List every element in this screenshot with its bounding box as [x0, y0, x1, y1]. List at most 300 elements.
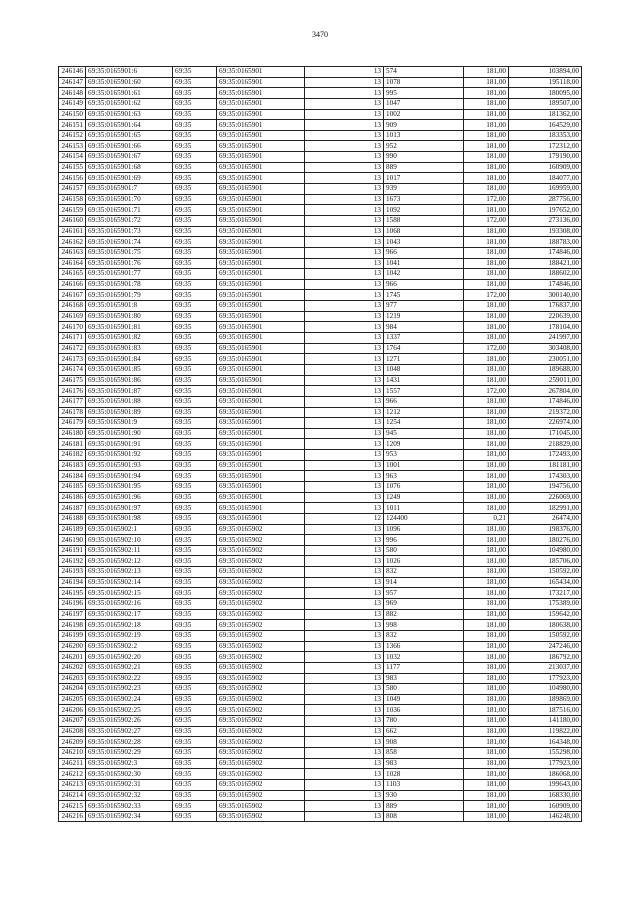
row-number-cell: 246163	[59, 247, 86, 258]
row-number-cell: 246200	[59, 641, 86, 652]
cadastral-number-cell: 69:35:0165902:30	[86, 769, 173, 780]
area-cell: 124400	[384, 513, 464, 524]
cadastral-number-cell: 69:35:0165901:74	[86, 237, 173, 248]
cadastral-number-cell: 69:35:0165901:91	[86, 439, 173, 450]
cadastral-value-cell: 146248,00	[509, 811, 582, 822]
unit-price-cell: 181,00	[464, 503, 509, 514]
cadastral-number-cell: 69:35:0165902:18	[86, 620, 173, 631]
cadastral-number-cell: 69:35:0165902:20	[86, 652, 173, 663]
quarter-cell: 69:35:0165901	[217, 301, 305, 312]
unit-price-cell: 181,00	[464, 641, 509, 652]
area-cell: 882	[384, 609, 464, 620]
area-cell: 580	[384, 545, 464, 556]
region-code-cell: 69:35	[173, 716, 217, 727]
category-cell: 13	[305, 779, 384, 790]
cadastral-number-cell: 69:35:0165902:3	[86, 758, 173, 769]
category-cell: 13	[305, 450, 384, 461]
quarter-cell: 69:35:0165901	[217, 311, 305, 322]
unit-price-cell: 181,00	[464, 726, 509, 737]
row-number-cell: 246158	[59, 194, 86, 205]
unit-price-cell: 181,00	[464, 109, 509, 120]
unit-price-cell: 172,00	[464, 215, 509, 226]
area-cell: 1219	[384, 311, 464, 322]
cadastral-number-cell: 69:35:0165901:82	[86, 333, 173, 344]
cadastral-value-cell: 188783,00	[509, 237, 582, 248]
area-cell: 1103	[384, 779, 464, 790]
category-cell: 13	[305, 184, 384, 195]
cadastral-value-cell: 194756,00	[509, 481, 582, 492]
category-cell: 13	[305, 471, 384, 482]
category-cell: 13	[305, 481, 384, 492]
area-cell: 580	[384, 684, 464, 695]
quarter-cell: 69:35:0165902	[217, 748, 305, 759]
category-cell: 13	[305, 620, 384, 631]
category-cell: 13	[305, 386, 384, 397]
table-row	[59, 109, 582, 120]
unit-price-cell: 181,00	[464, 269, 509, 280]
table-body	[59, 67, 582, 822]
cadastral-number-cell: 69:35:0165901:9	[86, 418, 173, 429]
region-code-cell: 69:35	[173, 162, 217, 173]
quarter-cell: 69:35:0165901	[217, 109, 305, 120]
category-cell: 13	[305, 524, 384, 535]
region-code-cell: 69:35	[173, 301, 217, 312]
quarter-cell: 69:35:0165901	[217, 279, 305, 290]
table-row	[59, 779, 582, 790]
row-number-cell: 246213	[59, 779, 86, 790]
row-number-cell: 246187	[59, 503, 86, 514]
unit-price-cell: 181,00	[464, 258, 509, 269]
category-cell: 13	[305, 418, 384, 429]
region-code-cell: 69:35	[173, 535, 217, 546]
cadastral-number-cell: 69:35:0165901:95	[86, 481, 173, 492]
row-number-cell: 246212	[59, 769, 86, 780]
row-number-cell: 246175	[59, 375, 86, 386]
cadastral-number-cell: 69:35:0165901:61	[86, 88, 173, 99]
unit-price-cell: 181,00	[464, 737, 509, 748]
area-cell: 1068	[384, 226, 464, 237]
row-number-cell: 246172	[59, 343, 86, 354]
row-number-cell: 246159	[59, 205, 86, 216]
row-number-cell: 246151	[59, 120, 86, 131]
area-cell: 914	[384, 577, 464, 588]
region-code-cell: 69:35	[173, 630, 217, 641]
cadastral-number-cell: 69:35:0165901:81	[86, 322, 173, 333]
cadastral-value-cell: 179190,00	[509, 152, 582, 163]
table-row	[59, 492, 582, 503]
cadastral-number-cell: 69:35:0165901:79	[86, 290, 173, 301]
quarter-cell: 69:35:0165901	[217, 428, 305, 439]
unit-price-cell: 181,00	[464, 577, 509, 588]
quarter-cell: 69:35:0165901	[217, 88, 305, 99]
row-number-cell: 246181	[59, 439, 86, 450]
quarter-cell: 69:35:0165902	[217, 545, 305, 556]
row-number-cell: 246196	[59, 599, 86, 610]
area-cell: 909	[384, 120, 464, 131]
row-number-cell: 246166	[59, 279, 86, 290]
cadastral-value-cell: 185706,00	[509, 556, 582, 567]
unit-price-cell: 181,00	[464, 662, 509, 673]
cadastral-number-cell: 69:35:0165901:98	[86, 513, 173, 524]
cadastral-number-cell: 69:35:0165902:2	[86, 641, 173, 652]
region-code-cell: 69:35	[173, 450, 217, 461]
category-cell: 13	[305, 301, 384, 312]
row-number-cell: 246155	[59, 162, 86, 173]
area-cell: 1092	[384, 205, 464, 216]
table-row	[59, 343, 582, 354]
unit-price-cell: 181,00	[464, 354, 509, 365]
cadastral-number-cell: 69:35:0165901:89	[86, 407, 173, 418]
category-cell: 13	[305, 758, 384, 769]
cadastral-value-cell: 141180,00	[509, 716, 582, 727]
row-number-cell: 246208	[59, 726, 86, 737]
cadastral-number-cell: 69:35:0165901:93	[86, 460, 173, 471]
region-code-cell: 69:35	[173, 769, 217, 780]
category-cell: 13	[305, 748, 384, 759]
unit-price-cell: 181,00	[464, 758, 509, 769]
row-number-cell: 246164	[59, 258, 86, 269]
quarter-cell: 69:35:0165901	[217, 77, 305, 88]
quarter-cell: 69:35:0165901	[217, 141, 305, 152]
area-cell: 780	[384, 716, 464, 727]
area-cell: 1588	[384, 215, 464, 226]
cadastral-value-cell: 273136,00	[509, 215, 582, 226]
quarter-cell: 69:35:0165902	[217, 609, 305, 620]
cadastral-value-cell: 226069,00	[509, 492, 582, 503]
region-code-cell: 69:35	[173, 524, 217, 535]
region-code-cell: 69:35	[173, 811, 217, 822]
quarter-cell: 69:35:0165901	[217, 354, 305, 365]
cadastral-number-cell: 69:35:0165902:10	[86, 535, 173, 546]
area-cell: 662	[384, 726, 464, 737]
row-number-cell: 246146	[59, 67, 86, 78]
cadastral-value-cell: 186068,00	[509, 769, 582, 780]
area-cell: 945	[384, 428, 464, 439]
category-cell: 13	[305, 279, 384, 290]
region-code-cell: 69:35	[173, 779, 217, 790]
row-number-cell: 246147	[59, 77, 86, 88]
table-row	[59, 215, 582, 226]
quarter-cell: 69:35:0165901	[217, 418, 305, 429]
region-code-cell: 69:35	[173, 737, 217, 748]
table-row	[59, 471, 582, 482]
category-cell: 13	[305, 269, 384, 280]
region-code-cell: 69:35	[173, 492, 217, 503]
table-row	[59, 322, 582, 333]
row-number-cell: 246209	[59, 737, 86, 748]
quarter-cell: 69:35:0165901	[217, 152, 305, 163]
region-code-cell: 69:35	[173, 141, 217, 152]
cadastral-value-cell: 164529,00	[509, 120, 582, 131]
quarter-cell: 69:35:0165902	[217, 620, 305, 631]
quarter-cell: 69:35:0165901	[217, 226, 305, 237]
quarter-cell: 69:35:0165901	[217, 513, 305, 524]
cadastral-value-cell: 186792,00	[509, 652, 582, 663]
category-cell: 13	[305, 673, 384, 684]
table-row	[59, 481, 582, 492]
area-cell: 998	[384, 620, 464, 631]
row-number-cell: 246188	[59, 513, 86, 524]
area-cell: 1078	[384, 77, 464, 88]
table-row	[59, 737, 582, 748]
area-cell: 983	[384, 758, 464, 769]
table-row	[59, 609, 582, 620]
region-code-cell: 69:35	[173, 556, 217, 567]
region-code-cell: 69:35	[173, 364, 217, 375]
cadastral-number-cell: 69:35:0165902:31	[86, 779, 173, 790]
cadastral-number-cell: 69:35:0165901:67	[86, 152, 173, 163]
cadastral-value-cell: 230051,00	[509, 354, 582, 365]
region-code-cell: 69:35	[173, 641, 217, 652]
table-row	[59, 641, 582, 652]
cadastral-number-cell: 69:35:0165902:28	[86, 737, 173, 748]
quarter-cell: 69:35:0165902	[217, 811, 305, 822]
region-code-cell: 69:35	[173, 152, 217, 163]
region-code-cell: 69:35	[173, 290, 217, 301]
quarter-cell: 69:35:0165902	[217, 684, 305, 695]
unit-price-cell: 181,00	[464, 173, 509, 184]
area-cell: 969	[384, 599, 464, 610]
cadastral-value-cell: 187516,00	[509, 705, 582, 716]
row-number-cell: 246176	[59, 386, 86, 397]
quarter-cell: 69:35:0165901	[217, 290, 305, 301]
cadastral-number-cell: 69:35:0165902:14	[86, 577, 173, 588]
cadastral-value-cell: 189507,00	[509, 98, 582, 109]
row-number-cell: 246189	[59, 524, 86, 535]
quarter-cell: 69:35:0165902	[217, 694, 305, 705]
cadastral-value-cell: 180638,00	[509, 620, 582, 631]
row-number-cell: 246210	[59, 748, 86, 759]
row-number-cell: 246190	[59, 535, 86, 546]
unit-price-cell: 181,00	[464, 599, 509, 610]
row-number-cell: 246168	[59, 301, 86, 312]
category-cell: 13	[305, 567, 384, 578]
row-number-cell: 246184	[59, 471, 86, 482]
unit-price-cell: 181,00	[464, 705, 509, 716]
area-cell: 908	[384, 737, 464, 748]
area-cell: 966	[384, 247, 464, 258]
table-row	[59, 375, 582, 386]
cadastral-number-cell: 69:35:0165901:72	[86, 215, 173, 226]
category-cell: 13	[305, 811, 384, 822]
cadastral-value-cell: 177923,00	[509, 673, 582, 684]
cadastral-number-cell: 69:35:0165901:73	[86, 226, 173, 237]
row-number-cell: 246161	[59, 226, 86, 237]
quarter-cell: 69:35:0165901	[217, 333, 305, 344]
area-cell: 963	[384, 471, 464, 482]
quarter-cell: 69:35:0165901	[217, 258, 305, 269]
cadastral-value-cell: 189869,00	[509, 694, 582, 705]
cadastral-number-cell: 69:35:0165901:63	[86, 109, 173, 120]
region-code-cell: 69:35	[173, 77, 217, 88]
area-cell: 1011	[384, 503, 464, 514]
unit-price-cell: 181,00	[464, 481, 509, 492]
region-code-cell: 69:35	[173, 396, 217, 407]
category-cell: 13	[305, 737, 384, 748]
cadastral-number-cell: 69:35:0165901:8	[86, 301, 173, 312]
cadastral-number-cell: 69:35:0165902:27	[86, 726, 173, 737]
region-code-cell: 69:35	[173, 599, 217, 610]
unit-price-cell: 181,00	[464, 418, 509, 429]
region-code-cell: 69:35	[173, 205, 217, 216]
table-row	[59, 662, 582, 673]
unit-price-cell: 181,00	[464, 811, 509, 822]
table-row	[59, 98, 582, 109]
category-cell: 13	[305, 173, 384, 184]
quarter-cell: 69:35:0165901	[217, 492, 305, 503]
area-cell: 995	[384, 88, 464, 99]
table-row	[59, 513, 582, 524]
quarter-cell: 69:35:0165901	[217, 173, 305, 184]
category-cell: 13	[305, 556, 384, 567]
cadastral-value-cell: 26474,00	[509, 513, 582, 524]
row-number-cell: 246195	[59, 588, 86, 599]
quarter-cell: 69:35:0165902	[217, 779, 305, 790]
cadastral-number-cell: 69:35:0165901:94	[86, 471, 173, 482]
table-row	[59, 120, 582, 131]
region-code-cell: 69:35	[173, 407, 217, 418]
unit-price-cell: 181,00	[464, 141, 509, 152]
row-number-cell: 246182	[59, 450, 86, 461]
cadastral-number-cell: 69:35:0165902:19	[86, 630, 173, 641]
region-code-cell: 69:35	[173, 694, 217, 705]
region-code-cell: 69:35	[173, 471, 217, 482]
category-cell: 13	[305, 67, 384, 78]
area-cell: 1249	[384, 492, 464, 503]
region-code-cell: 69:35	[173, 673, 217, 684]
area-cell: 1764	[384, 343, 464, 354]
unit-price-cell: 181,00	[464, 471, 509, 482]
area-cell: 889	[384, 162, 464, 173]
quarter-cell: 69:35:0165902	[217, 630, 305, 641]
region-code-cell: 69:35	[173, 513, 217, 524]
table-row	[59, 247, 582, 258]
quarter-cell: 69:35:0165901	[217, 237, 305, 248]
table-row	[59, 535, 582, 546]
region-code-cell: 69:35	[173, 790, 217, 801]
cadastral-value-cell: 172312,00	[509, 141, 582, 152]
quarter-cell: 69:35:0165902	[217, 716, 305, 727]
quarter-cell: 69:35:0165902	[217, 769, 305, 780]
unit-price-cell: 181,00	[464, 67, 509, 78]
row-number-cell: 246202	[59, 662, 86, 673]
area-cell: 1047	[384, 98, 464, 109]
region-code-cell: 69:35	[173, 609, 217, 620]
unit-price-cell: 172,00	[464, 290, 509, 301]
table-row	[59, 173, 582, 184]
region-code-cell: 69:35	[173, 545, 217, 556]
region-code-cell: 69:35	[173, 322, 217, 333]
region-code-cell: 69:35	[173, 237, 217, 248]
category-cell: 13	[305, 120, 384, 131]
region-code-cell: 69:35	[173, 130, 217, 141]
category-cell: 13	[305, 237, 384, 248]
table-row	[59, 748, 582, 759]
area-cell: 1028	[384, 769, 464, 780]
category-cell: 13	[305, 609, 384, 620]
cadastral-number-cell: 69:35:0165902:25	[86, 705, 173, 716]
area-cell: 957	[384, 588, 464, 599]
cadastral-number-cell: 69:35:0165902:22	[86, 673, 173, 684]
area-cell: 574	[384, 67, 464, 78]
cadastral-number-cell: 69:35:0165902:12	[86, 556, 173, 567]
quarter-cell: 69:35:0165901	[217, 130, 305, 141]
cadastral-value-cell: 160909,00	[509, 801, 582, 812]
region-code-cell: 69:35	[173, 567, 217, 578]
cadastral-number-cell: 69:35:0165902:21	[86, 662, 173, 673]
category-cell: 13	[305, 205, 384, 216]
unit-price-cell: 181,00	[464, 375, 509, 386]
row-number-cell: 246153	[59, 141, 86, 152]
cadastral-number-cell: 69:35:0165902:1	[86, 524, 173, 535]
region-code-cell: 69:35	[173, 88, 217, 99]
cadastral-value-cell: 176837,00	[509, 301, 582, 312]
quarter-cell: 69:35:0165901	[217, 215, 305, 226]
region-code-cell: 69:35	[173, 120, 217, 131]
area-cell: 1673	[384, 194, 464, 205]
cadastral-number-cell: 69:35:0165901:65	[86, 130, 173, 141]
area-cell: 930	[384, 790, 464, 801]
quarter-cell: 69:35:0165901	[217, 396, 305, 407]
unit-price-cell: 181,00	[464, 152, 509, 163]
table-row	[59, 577, 582, 588]
area-cell: 1026	[384, 556, 464, 567]
row-number-cell: 246214	[59, 790, 86, 801]
cadastral-value-cell: 180276,00	[509, 535, 582, 546]
category-cell: 13	[305, 545, 384, 556]
area-cell: 1042	[384, 269, 464, 280]
cadastral-number-cell: 69:35:0165902:34	[86, 811, 173, 822]
unit-price-cell: 172,00	[464, 386, 509, 397]
cadastral-number-cell: 69:35:0165901:84	[86, 354, 173, 365]
area-cell: 858	[384, 748, 464, 759]
cadastral-number-cell: 69:35:0165901:96	[86, 492, 173, 503]
area-cell: 1177	[384, 662, 464, 673]
unit-price-cell: 181,00	[464, 322, 509, 333]
area-cell: 984	[384, 322, 464, 333]
unit-price-cell: 181,00	[464, 311, 509, 322]
row-number-cell: 246204	[59, 684, 86, 695]
region-code-cell: 69:35	[173, 418, 217, 429]
cadastral-number-cell: 69:35:0165902:29	[86, 748, 173, 759]
cadastral-value-cell: 180095,00	[509, 88, 582, 99]
area-cell: 966	[384, 279, 464, 290]
category-cell: 13	[305, 652, 384, 663]
cadastral-value-cell: 226974,00	[509, 418, 582, 429]
table-row	[59, 77, 582, 88]
quarter-cell: 69:35:0165901	[217, 247, 305, 258]
unit-price-cell: 181,00	[464, 588, 509, 599]
unit-price-cell: 181,00	[464, 673, 509, 684]
category-cell: 13	[305, 311, 384, 322]
cadastral-number-cell: 69:35:0165902:33	[86, 801, 173, 812]
category-cell: 13	[305, 716, 384, 727]
category-cell: 13	[305, 258, 384, 269]
cadastral-number-cell: 69:35:0165902:11	[86, 545, 173, 556]
cadastral-number-cell: 69:35:0165901:66	[86, 141, 173, 152]
cadastral-value-cell: 219372,00	[509, 407, 582, 418]
category-cell: 13	[305, 247, 384, 258]
cadastral-number-cell: 69:35:0165901:83	[86, 343, 173, 354]
unit-price-cell: 181,00	[464, 226, 509, 237]
quarter-cell: 69:35:0165902	[217, 641, 305, 652]
cadastral-value-cell: 195118,00	[509, 77, 582, 88]
cadastral-number-cell: 69:35:0165901:71	[86, 205, 173, 216]
unit-price-cell: 172,00	[464, 194, 509, 205]
unit-price-cell: 181,00	[464, 237, 509, 248]
category-cell: 13	[305, 152, 384, 163]
cadastral-value-cell: 181181,00	[509, 460, 582, 471]
